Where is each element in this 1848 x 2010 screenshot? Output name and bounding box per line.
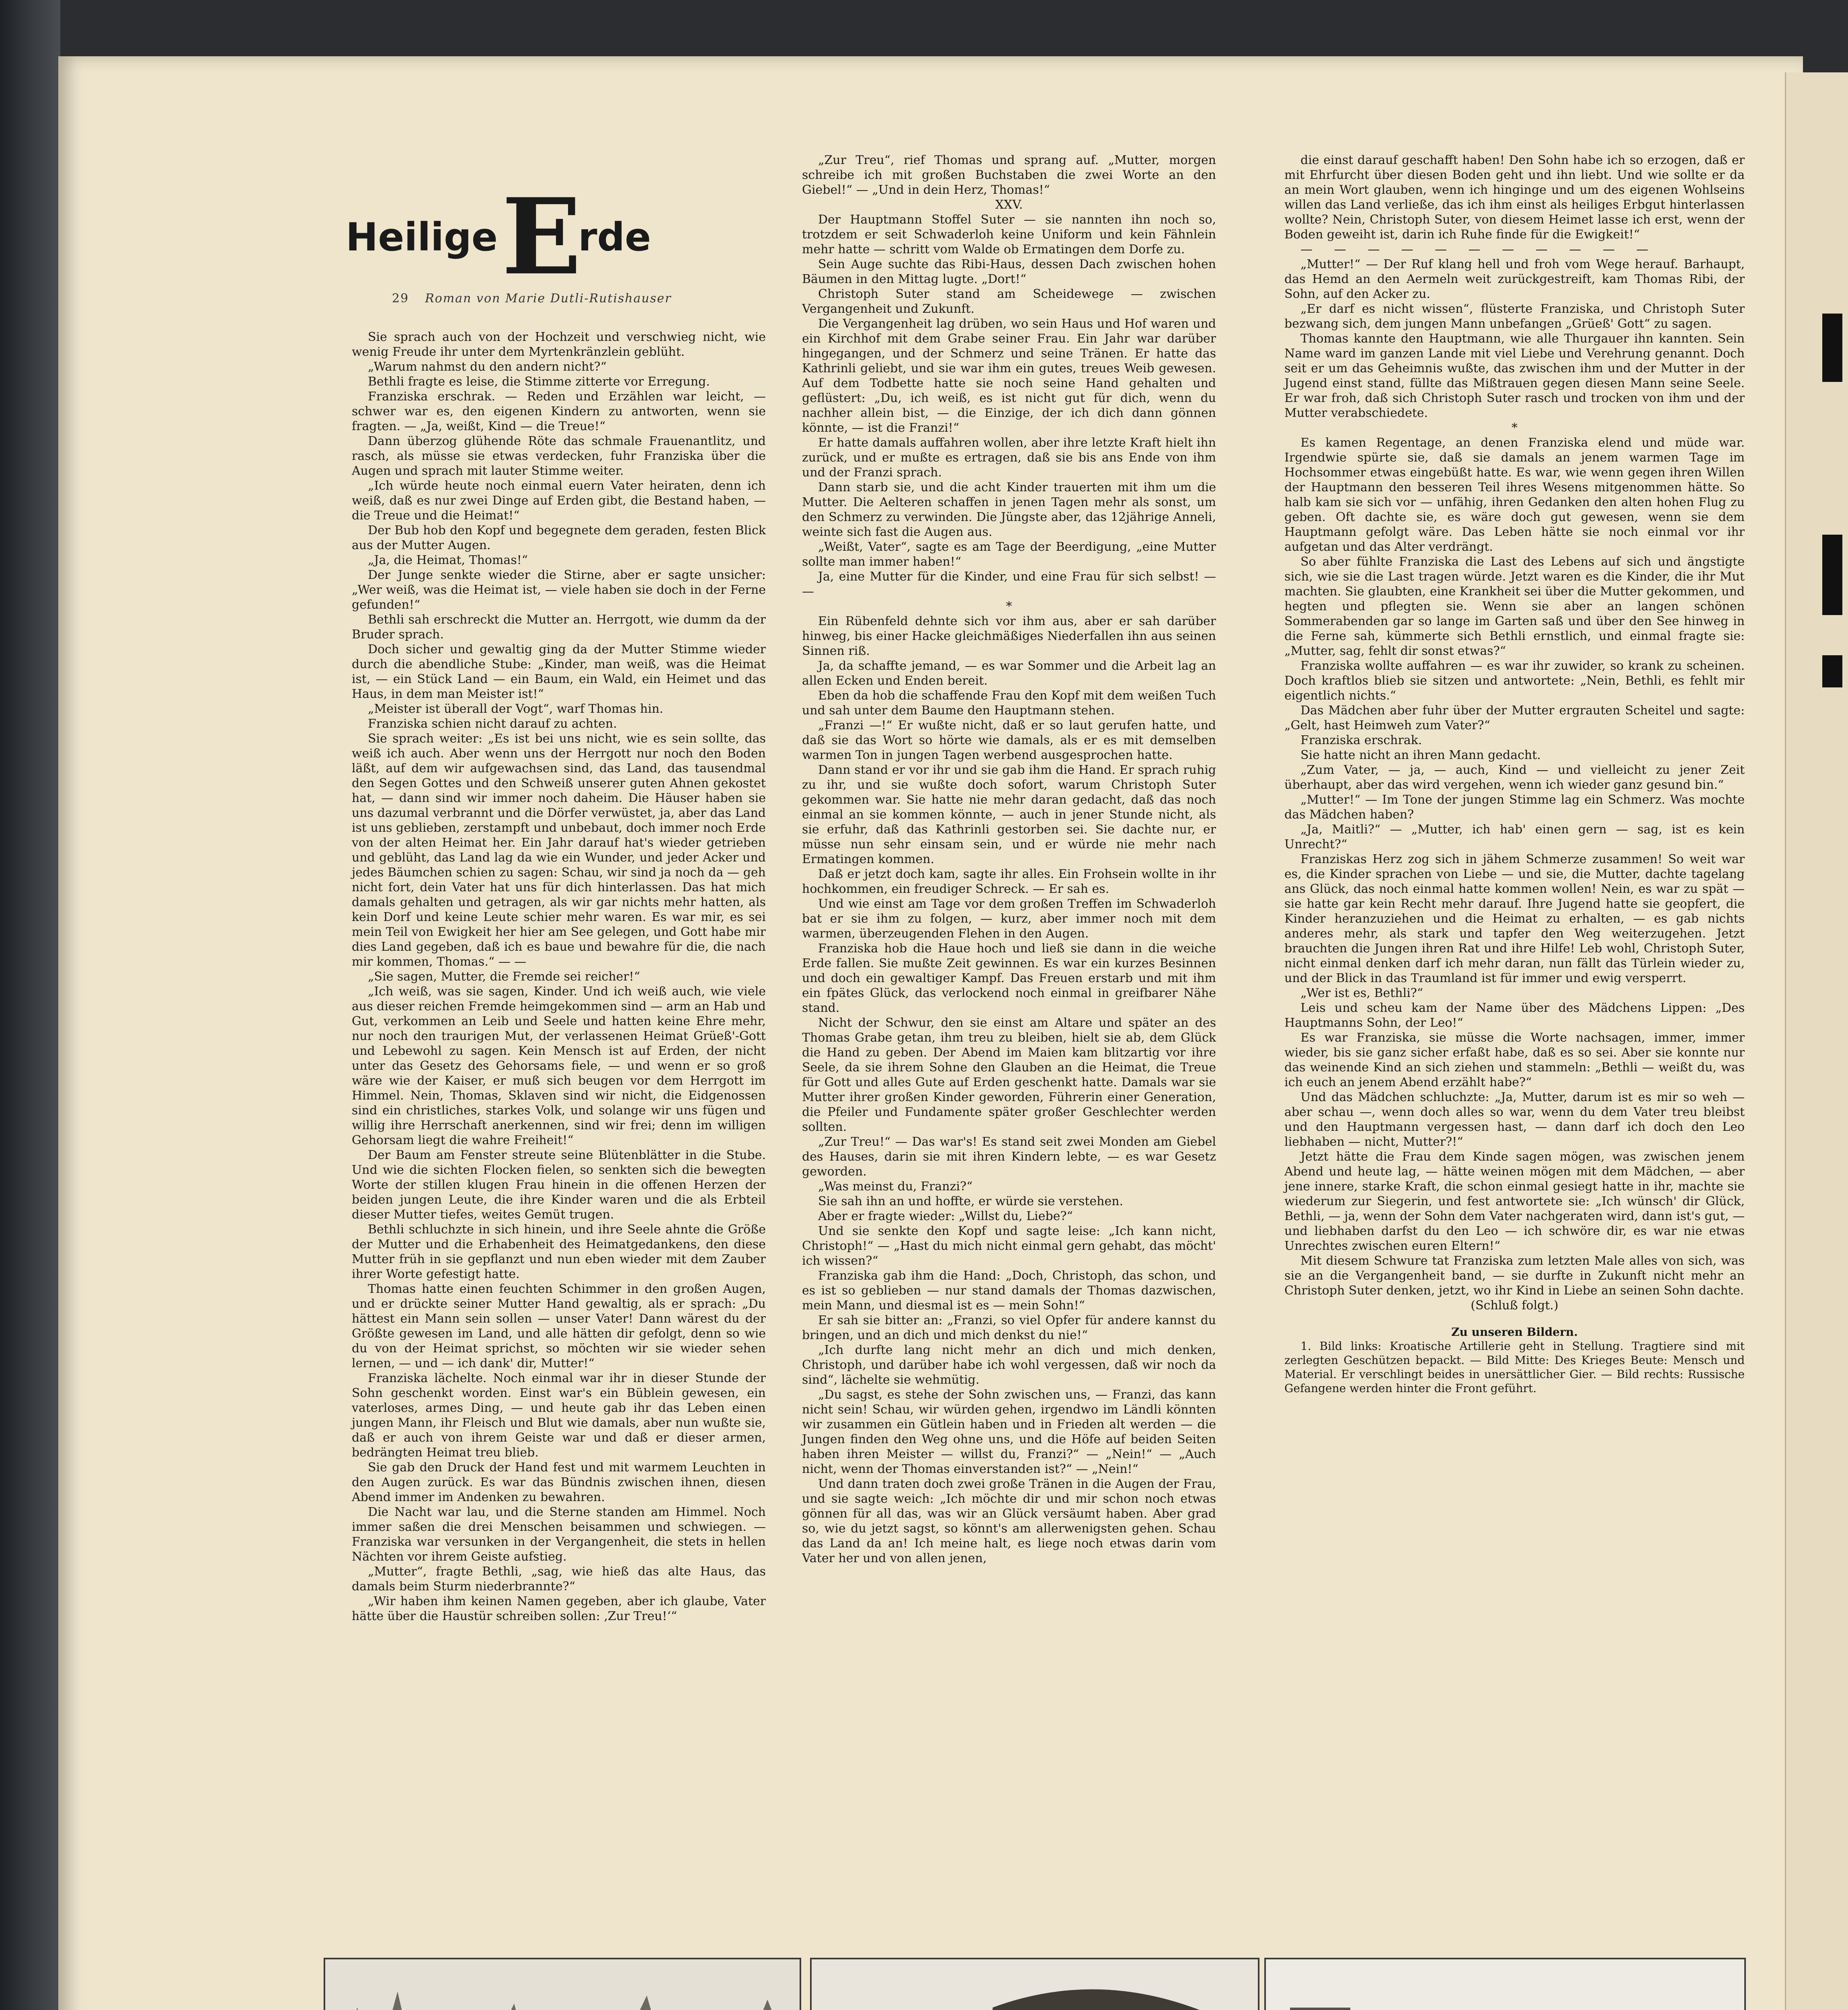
paragraph: Leis und scheu kam der Name über des Mädchens Lippen: „Des Hauptmanns Sohn, der Leo!“ bbox=[1284, 1001, 1745, 1030]
paragraph: * bbox=[1512, 421, 1518, 435]
paragraph: „Meister ist überall der Vogt“, warf Thomas hin. bbox=[368, 702, 663, 716]
paragraph: die einst darauf geschafft haben! Den Sohn habe ich so erzogen, daß er mit Ehrfurcht über diesen Boden geht und ihn liebt. Und wie sollte er da an mein Wort glauben, wenn ich hinginge und um des eigenen Wohlseins willen das Land verließe, das ich ihm einst als heiliges Erbgut hinterlassen wollte? Nein, Christoph Suter, von diesem Heimet lasse ich erst, wenn der Boden geweiht ist, darin ich Ruhe finde für die Ewigkeit!“ bbox=[1284, 153, 1745, 242]
paragraph: Es kamen Regentage, an denen Franziska elend und müde war. Irgendwie spürte sie, daß sie damals an jenem warmen Tage im Hochsommer etwas eingebüßt hatte. Es war, wie wenn gegen ihren Willen der Hauptmann den besseren Teil ihres Wesens mitgenommen hätte. So halb kam sie sich vor — unfähig, ihren Gedanken den alten hohen Flug zu geben. Oft dachte sie, es wäre doch gut gewesen, wenn sie dem Hauptmann gefolgt wäre. Das Leben hätte sie noch einmal vor ihr aufgetan und das Alter verdrängt. bbox=[1284, 436, 1745, 554]
paragraph: Die Nacht war lau, und die Sterne standen am Himmel. Noch immer saßen die drei Menschen beisammen und schwiegen. — Franziska war versunken in der Vergangenheit, die stets in hellen Nächten vor ihrem Geiste aufstieg. bbox=[352, 1505, 766, 1564]
paragraph: Bethli schluchzte in sich hinein, und ihre Seele ahnte die Größe der Mutter und die Erhabenheit des Heimatgedankens, den diese Mutter früh in sie gepflanzt und nun eben wieder mit dem Zauber ihrer Worte gefestigt hatte. bbox=[352, 1222, 766, 1281]
paragraph: Jetzt hätte die Frau dem Kinde sagen mögen, was zwischen jenem Abend und heute lag, — hätte weinen mögen mit dem Mädchen, — aber jene innere, starke Kraft, die schon einmal gesiegt hatte in ihr, machte sie wiederum zur Siegerin, und fest antwortete sie: „Ich wünsch' dir Glück, Bethli, — ja, wenn der Sohn dem Vater nachgeraten wird, dann ist's gut, — und liebhaben darfst du den Leo — ich schwöre dir, es war nie etwas Unrechtes zwischen euren Eltern!“ bbox=[1284, 1150, 1745, 1253]
paragraph: Dann starb sie, und die acht Kinder trauerten mit ihm um die Mutter. Die Aelteren schaffen in jenen Tagen mehr als sonst, um den Schmerz zu verwinden. Die Jüngste aber, das 12jährige Anneli, weinte sich fast die Augen aus. bbox=[802, 480, 1216, 539]
paragraph: „Ich durfte lang nicht mehr an dich und mich denken, Christoph, und darüber habe ich wohl vergessen, daß wir noch da sind“, lächelte sie wehmütig. bbox=[802, 1343, 1216, 1387]
paragraph: Dann stand er vor ihr und sie gab ihm die Hand. Er sprach ruhig zu ihr, und sie wußte doch sofort, warum Christoph Suter gekommen war. Sie hatte nie mehr daran gedacht, daß das noch einmal an sie kommen könnte, — auch in jener Stunde nicht, als sie erfuhr, daß das Kathrinli gestorben sei. Sie dachte nur, er müsse nun sehr einsam sein, und er würde nie mehr nach Ermatingen kommen. bbox=[802, 763, 1216, 866]
paragraph: Der Junge senkte wieder die Stirne, aber er sagte unsicher: „Wer weiß, was die Heimat ist, — viele haben sie doch in der Ferne gefunden!“ bbox=[352, 568, 766, 612]
paragraph: „Weißt, Vater“, sagte es am Tage der Beerdigung, „eine Mutter sollte man immer haben!“ bbox=[802, 540, 1216, 569]
paragraph: „Wir haben ihm keinen Namen gegeben, aber ich glaube, Vater hätte über die Haustür schreiben sollen: ‚Zur Treu!‘“ bbox=[352, 1594, 766, 1623]
paragraph: — — — — — — — — — — — bbox=[1300, 242, 1657, 256]
paragraph: „Du sagst, es stehe der Sohn zwischen uns, — Franzi, das kann nicht sein! Schau, wir würden gehen, irgendwo im Ländli könnten wir zusammen ein Gütlein haben und in Frieden alt werden — die Jungen finden den Weg ohne uns, und die Höfe auf beiden Seiten haben ihren Meister — willst du, Franzi?“ — „Nein!“ — „Auch nicht, wenn der Thomas einverstanden ist?“ — „Nein!“ bbox=[802, 1388, 1216, 1476]
next-page-edge bbox=[1785, 72, 1848, 2010]
paragraph: Eben da hob die schaffende Frau den Kopf mit dem weißen Tuch und sah unter dem Baume den Hauptmann stehen. bbox=[802, 689, 1216, 718]
paragraph: Franziska erschrak. bbox=[1300, 733, 1422, 747]
paragraph: Er hatte damals auffahren wollen, aber ihre letzte Kraft hielt ihn zurück, und er mußte es ertragen, daß sie bis ans Ende von ihm und der Franzi sprach. bbox=[802, 436, 1216, 480]
paragraph: Ja, eine Mutter für die Kinder, und eine Frau für sich selbst! — — bbox=[802, 570, 1216, 599]
paragraph: Franziska erschrak. — Reden und Erzählen war leicht, — schwer war es, den eigenen Kindern zu antworten, wenn sie fragten. — „Ja, weißt, Kind — die Treue!“ bbox=[352, 390, 766, 433]
paragraph: Der Bub hob den Kopf und begegnete dem geraden, festen Blick aus der Mutter Augen. bbox=[352, 523, 766, 552]
paragraph: Daß er jetzt doch kam, sagte ihr alles. Ein Frohsein wollte in ihr hochkommen, ein freudiger Schreck. — Er sah es. bbox=[802, 867, 1216, 896]
pictures-caption-heading: Zu unseren Bildern. bbox=[1451, 1325, 1578, 1339]
page-title bbox=[346, 176, 788, 298]
paragraph: „Franzi —!“ Er wußte nicht, daß er so laut gerufen hatte, und daß sie das Wort so hörte wie damals, als er es mit demselben warmen Ton in jungen Tagen werbend ausgesprochen hatte. bbox=[802, 718, 1216, 762]
photo-prisoners-image bbox=[1266, 1959, 1744, 2010]
paragraph: Dann überzog glühende Röte das schmale Frauenantlitz, und rasch, als müsse sie etwas verdecken, fuhr Franziska über die Augen und sprach mit lauter Stimme weiter. bbox=[352, 434, 766, 478]
photo-croatian-artillery bbox=[324, 1958, 801, 2010]
byline: Roman von Marie Dutli-Rutishauser bbox=[425, 291, 672, 306]
paragraph: Franziska hob die Haue hoch und ließ sie dann in die weiche Erde fallen. Sie mußte Zeit gewinnen. Es war ein kurzes Besinnen und doch ein gewaltiger Kampf. Das Freuen erstarb und mit ihm ein fpätes Glück, das verlockend noch einmal in greifbarer Nähe stand. bbox=[802, 941, 1216, 1015]
paragraph: Franziskas Herz zog sich in jähem Schmerze zusammen! So weit war es, die Kinder sprachen von Liebe — und sie, die Mutter, dachte tagelang ans Glück, das noch einmal hatte kommen wollen! Nein, es war zu spät — sie hatte gar kein Recht mehr darauf. Ihre Jugend hatte sie geopfert, die Kinder heranzuziehen und die Heimat zu erhalten, — es gab nichts anderes mehr, als stark und tapfer den Weg weiterzugehen. Jetzt brauchten die Jungen ihren Rat und ihre Hilfe! Leb wohl, Christoph Suter, nicht einmal denken darf ich mehr daran, nun fällt das Türlein wieder zu, und der Blick in das Traumland ist für immer und ewig versperrt. bbox=[1284, 852, 1745, 985]
paragraph: Franziska wollte auffahren — es war ihr zuwider, so krank zu scheinen. Doch kraftlos blieb sie sitzen und antwortete: „Nein, Bethli, es fehlt mir eigentlich nichts.“ bbox=[1284, 659, 1745, 703]
paragraph: Es war Franziska, sie müsse die Worte nachsagen, immer, immer wieder, bis sie ganz sicher erfaßt habe, daß es so sei. Aber sie konnte nur das weinende Kind an sich ziehen und stammeln: „Bethli — weißt du, was ich euch an jenem Abend erzählt habe?“ bbox=[1284, 1031, 1745, 1089]
pictures-caption-text: 1. Bild links: Kroatische Artillerie geht in Stellung. Tragtiere sind mit zerlegten Geschützen bepackt. — Bild Mitte: Des Krieges Beute: Mensch und Material. Er verschlingt beides in unersättlicher Gier. — Bild rechts: Russische Gefangene werden hinter die Front geführt. bbox=[1284, 1339, 1745, 1395]
paragraph: „Sie sagen, Mutter, die Fremde sei reicher!“ bbox=[368, 970, 640, 984]
photo-russian-prisoners bbox=[1264, 1958, 1746, 2010]
edge-mark bbox=[1822, 655, 1842, 687]
paragraph: Und sie senkte den Kopf und sagte leise: „Ich kann nicht, Christoph!“ — „Hast du mich nicht einmal gern gehabt, das möcht' ich wissen?“ bbox=[802, 1224, 1216, 1268]
paragraph: Sie sprach auch von der Hochzeit und verschwieg nicht, wie wenig Freude ihr unter dem Myrtenkränzlein geblüht. bbox=[352, 330, 766, 359]
paragraph: Sie sprach weiter: „Es ist bei uns nicht, wie es sein sollte, das weiß ich auch. Aber wenn uns der Herrgott nur noch den Boden läßt, auf dem wir aufgewachsen sind, das Land, das tausendmal den Segen Gottes und den Schweiß unserer guten Ahnen gekostet hat, — dann sind wir immer noch daheim. Die Häuser haben sie uns dazumal verbrannt und die Dörfer verwüstet, ja, aber das Land ist uns geblieben, zerstampft und unbebaut, doch immer noch Erde von der alten Heimat her. Ein Jahr darauf hat's wieder getrieben und geblüht, das Land lag da wie ein Wunder, und jeder Acker und jedes Bäumchen schien zu sagen: Schau, wir sind ja noch da — geh nicht fort, dein Vater hat uns für dich hinterlassen. Das hat mich damals gehalten und getragen, als wir gar nichts mehr hatten, als kein Dorf und keine Leute schier mehr waren. Es war mir, es sei mein Teil von Ewigkeit her hier am See gelegen, und Gott habe mir dies Land gegeben, daß ich es baue und bewahre für die, die nach mir kommen, Thomas.“ — — bbox=[352, 732, 766, 969]
paragraph: „Ja, die Heimat, Thomas!“ bbox=[368, 553, 528, 567]
paragraph: Nicht der Schwur, den sie einst am Altare und später an des Thomas Grabe getan, ihm treu zu bleiben, hielt sie ab, dem Glück die Hand zu geben. Der Abend im Maien kam blitzartig vor ihre Seele, da sie ihrem Sohne den Glauben an die Heimat, die Treue für Gott und alles Gute auf Erden geschenkt hatte. Damals war sie Mutter ihrer großen Kinder geworden, Führerin einer Generation, die Pfeiler und Fundamente später großer Geschlechter werden sollten. bbox=[802, 1016, 1216, 1134]
paragraph: Der Hauptmann Stoffel Suter — sie nannten ihn noch so, trotzdem er seit Schwaderloh keine Uniform und kein Fähnlein mehr hatte — schritt vom Walde ob Ermatingen dem Dorfe zu. bbox=[802, 213, 1216, 256]
paragraph: Thomas kannte den Hauptmann, wie alle Thurgauer ihn kannten. Sein Name ward im ganzen Lande mit viel Liebe und Verehrung genannt. Doch seit er um das Geheimnis wußte, das zwischen ihm und der Mutter in der Jugend einst stand, füllte das Mißtrauen gegen diesen Mann seine Seele. Er war froh, daß sich Christoph Suter rasch und trocken von ihm und der Mutter verabschiedete. bbox=[1284, 332, 1745, 420]
installment-number: 29 bbox=[392, 291, 409, 306]
paragraph: Franziska gab ihm die Hand: „Doch, Christoph, das schon, und es ist so geblieben — nur stand damals der Thomas dazwischen, mein Mann, und diesmal ist es — mein Sohn!“ bbox=[802, 1269, 1216, 1313]
paragraph: Sie gab den Druck der Hand fest und mit warmem Leuchten in den Augen zurück. Es war das Bündnis zwischen ihnen, diesen Abend immer im Andenken zu bewahren. bbox=[352, 1460, 766, 1504]
pictures-caption bbox=[1284, 1325, 1745, 1395]
paragraph: Franziska lächelte. Noch einmal war ihr in dieser Stunde der Sohn geschenkt worden. Einst war's ein Büblein gewesen, ein vaterloses, armes Ding, — und heute gab ihr das Leben einen jungen Mann, ihr Fleisch und Blut wie damals, aber nun wußte sie, daß er auch von ihrem Geiste war und daß er dieser armen, bedrängten Heimat treu blieb. bbox=[352, 1371, 766, 1460]
paragraph: Und dann traten doch zwei große Tränen in die Augen der Frau, und sie sagte weich: „Ich möchte dir und mir schon noch etwas gönnen für all das, was wir an Glück versäumt haben. Aber grad so, wie du jetzt sagst, so könnt's am allerwenigsten gehen. Schau das Land da an! Ich meine halt, es liege noch etwas darin vom Vater her und von allen jenen, bbox=[802, 1477, 1216, 1565]
title-rest: rde bbox=[578, 215, 651, 260]
paragraph: So aber fühlte Franziska die Last des Lebens auf sich und ängstigte sich, wie sie die Last tragen würde. Jetzt waren es die Kinder, die ihr Mut machten. Sie glaubten, eine Krankheit sei über die Mutter gekommen, und hegten und pflegten sie. Wenn sie aber an langen schönen Sommerabenden gar so lange im Garten saß und über den See hinweg in die Ferne sah, kümmerte sich Bethli ernstlich, und einmal fragte sie: „Mutter, sag, fehlt dir sonst etwas?“ bbox=[1284, 555, 1745, 658]
paragraph: Thomas hatte einen feuchten Schimmer in den großen Augen, und er drückte seiner Mutter Hand gewaltig, als er sprach: „Du hättest ein Mann sein sollen — unser Vater! Dann wärest du der Größte gewesen im Land, und alle hätten dir gefolgt, denn so wie du von der Heimat sprichst, so möchten wir sie wieder sehen lernen, — und — ich dank' dir, Mutter!“ bbox=[352, 1282, 766, 1370]
paragraph: Das Mädchen aber fuhr über der Mutter ergrauten Scheitel und sagte: „Gelt, hast Heimweh zum Vater?“ bbox=[1284, 704, 1745, 732]
paragraph: „Er darf es nicht wissen“, flüsterte Franziska, und Christoph Suter bezwang sich, dem jungen Mann unbefangen „Grüeß' Gott“ zu sagen. bbox=[1284, 302, 1745, 331]
paragraph: „Ja, Maitli?“ — „Mutter, ich hab' einen gern — sag, ist es kein Unrecht?“ bbox=[1284, 822, 1745, 851]
book-spine bbox=[0, 0, 60, 2010]
paragraph: Aber er fragte wieder: „Willst du, Liebe?“ bbox=[818, 1209, 1073, 1223]
text-column-1 bbox=[352, 330, 766, 1624]
paragraph: „Wer ist es, Bethli?“ bbox=[1300, 986, 1423, 1000]
text-column-3 bbox=[1284, 153, 1745, 1395]
paragraph: (Schluß folgt.) bbox=[1471, 1298, 1559, 1313]
paragraph: XXV. bbox=[995, 198, 1023, 212]
photo-war-booty bbox=[810, 1958, 1259, 2010]
paragraph: Sie sah ihn an und hoffte, er würde sie verstehen. bbox=[818, 1194, 1123, 1208]
paragraph: Sie hatte nicht an ihren Mann gedacht. bbox=[1300, 748, 1541, 762]
paragraph: Und wie einst am Tage vor dem großen Treffen im Schwaderloh bat er sie ihm zu folgen, — kurz, aber immer noch mit dem warmen, überzeugenden Flehen in den Augen. bbox=[802, 897, 1216, 941]
title-initial: E bbox=[502, 176, 582, 298]
paragraph: Franziska schien nicht darauf zu achten. bbox=[368, 717, 617, 731]
paragraph: „Warum nahmst du den andern nicht?“ bbox=[368, 360, 607, 374]
text-column-2 bbox=[802, 153, 1216, 1566]
paragraph: Bethli sah erschreckt die Mutter an. Herrgott, wie dumm da der Bruder sprach. bbox=[352, 613, 766, 642]
paragraph: „Mutter“, fragte Bethli, „sag, wie hieß das alte Haus, das damals beim Sturm niederbrannte?“ bbox=[352, 1565, 766, 1594]
paragraph: * bbox=[1006, 599, 1012, 613]
paragraph: „Zur Treu!“ — Das war's! Es stand seit zwei Monden am Giebel des Hauses, darin sie mit ihren Kindern lebte, — es war Gesetz geworden. bbox=[802, 1135, 1216, 1179]
edge-mark bbox=[1822, 535, 1842, 615]
paragraph: Bethli fragte es leise, die Stimme zitterte vor Erregung. bbox=[368, 375, 710, 389]
paragraph: Der Baum am Fenster streute seine Blütenblätter in die Stube. Und wie die sichten Flocken fielen, so senkten sich die bewegten Worte der stillen klugen Frau hinein in die offenen Herzen der beiden jungen Leute, die ihre Kinder waren und die als Erbteil dieser Mutter tiefes, weites Gemüt trugen. bbox=[352, 1148, 766, 1222]
paragraph: Mit diesem Schwure tat Franziska zum letzten Male alles von sich, was sie an die Vergangenheit band, — sie durfte in Zukunft nicht mehr an Christoph Suter denken, jetzt, wo ihr Kind in Liebe an seinen Sohn dachte. bbox=[1284, 1254, 1745, 1298]
paragraph: Und das Mädchen schluchzte: „Ja, Mutter, darum ist es mir so weh — aber schau —, wenn doch alles so war, wenn du dem Vater treu bleibst und den Hauptmann vergessen hast, — dann darf ich doch den Leo liebhaben — nicht, Mutter?!“ bbox=[1284, 1090, 1745, 1149]
title-prefix: Heilige bbox=[346, 215, 498, 260]
paragraph: „Ich weiß, was sie sagen, Kinder. Und ich weiß auch, wie viele aus dieser reichen Fremde heimgekommen sind — arm an Hab und Gut, verkommen an Leib und Seele und hatten keine Ehre mehr, nur noch den traurigen Mut, der verlassenen Heimat Grüeß'-Gott und Lebewohl zu sagen. Kein Mensch ist auf Erden, der nicht unter das Gesetz des Gehorsams fiele, — und wenn er so groß wäre wie der Kaiser, er muß sich beugen vor dem Herrgott im Himmel. Nein, Thomas, Sklaven sind wir nicht, die Eidgenossen sind ein christliches, starkes Volk, und solange wir uns fügen und willig ihre Herrschaft anerkennen, sind wir frei; denn im willigen Gehorsam liegt die wahre Freiheit!“ bbox=[352, 984, 766, 1147]
paragraph: Ja, da schaffte jemand, — es war Sommer und die Arbeit lag an allen Ecken und Enden bereit. bbox=[802, 659, 1216, 688]
photo-artillery-image bbox=[325, 1959, 800, 2010]
paragraph: Sein Auge suchte das Ribi-Haus, dessen Dach zwischen hohen Bäumen in den Mittag lugte. „Dort!“ bbox=[802, 257, 1216, 286]
paragraph: Doch sicher und gewaltig ging da der Mutter Stimme wieder durch die abendliche Stube: „Kinder, man weiß, was die Heimat ist, — ein Stück Land — ein Baum, ein Wald, ein Heimet und das Haus, in dem man Meister ist!“ bbox=[352, 642, 766, 701]
paragraph: „Zur Treu“, rief Thomas und sprang auf. „Mutter, morgen schreibe ich mit großen Buchstaben die zwei Worte an den Giebel!“ — „Und in dein Herz, Thomas!“ bbox=[802, 153, 1216, 197]
paragraph: „Was meinst du, Franzi?“ bbox=[818, 1179, 973, 1194]
edge-mark bbox=[1822, 314, 1842, 382]
paragraph: „Mutter!“ — Im Tone der jungen Stimme lag ein Schmerz. Was mochte das Mädchen haben? bbox=[1284, 793, 1745, 822]
paragraph: Er sah sie bitter an: „Franzi, so viel Opfer für andere kannst du bringen, und an dich und mich denkst du nie!“ bbox=[802, 1313, 1216, 1342]
paragraph: „Zum Vater, — ja, — auch, Kind — und vielleicht zu jener Zeit überhaupt, aber das wird vergehen, wenn ich wieder ganz gesund bin.“ bbox=[1284, 763, 1745, 792]
paragraph: Christoph Suter stand am Scheidewege — zwischen Vergangenheit und Zukunft. bbox=[802, 287, 1216, 316]
paragraph: „Mutter!“ — Der Ruf klang hell und froh vom Wege herauf. Barhaupt, das Hemd an den Aermeln weit zurückgestreift, kam Thomas Ribi, der Sohn, auf den Acker zu. bbox=[1284, 257, 1745, 301]
photo-wreck-image bbox=[812, 1959, 1258, 2010]
paragraph: Die Vergangenheit lag drüben, wo sein Haus und Hof waren und ein Kirchhof mit dem Grabe seiner Frau. Ein Jahr war darüber hingegangen, und der Schmerz und seine Tränen. Er hatte das Kathrinli geliebt, und sie war ihm ein gutes, treues Weib gewesen. Auf dem Todbette hatte sie noch seine Hand gehalten und geflüstert: „Du, ich weiß, es ist nicht gut für dich, wenn du nachher allein bist, — die Einzige, der ich dich dann gönnen könnte, — ist die Franzi!“ bbox=[802, 317, 1216, 435]
paragraph: Ein Rübenfeld dehnte sich vor ihm aus, aber er sah darüber hinweg, bis einer Hacke gleichmäßiges Niederfallen ihn aus seinen Sinnen riß. bbox=[802, 614, 1216, 658]
paragraph: „Ich würde heute noch einmal euern Vater heiraten, denn ich weiß, daß es nur zwei Dinge auf Erden gibt, die Bestand haben, — die Treue und die Heimat!“ bbox=[352, 479, 766, 523]
subtitle bbox=[392, 291, 806, 306]
